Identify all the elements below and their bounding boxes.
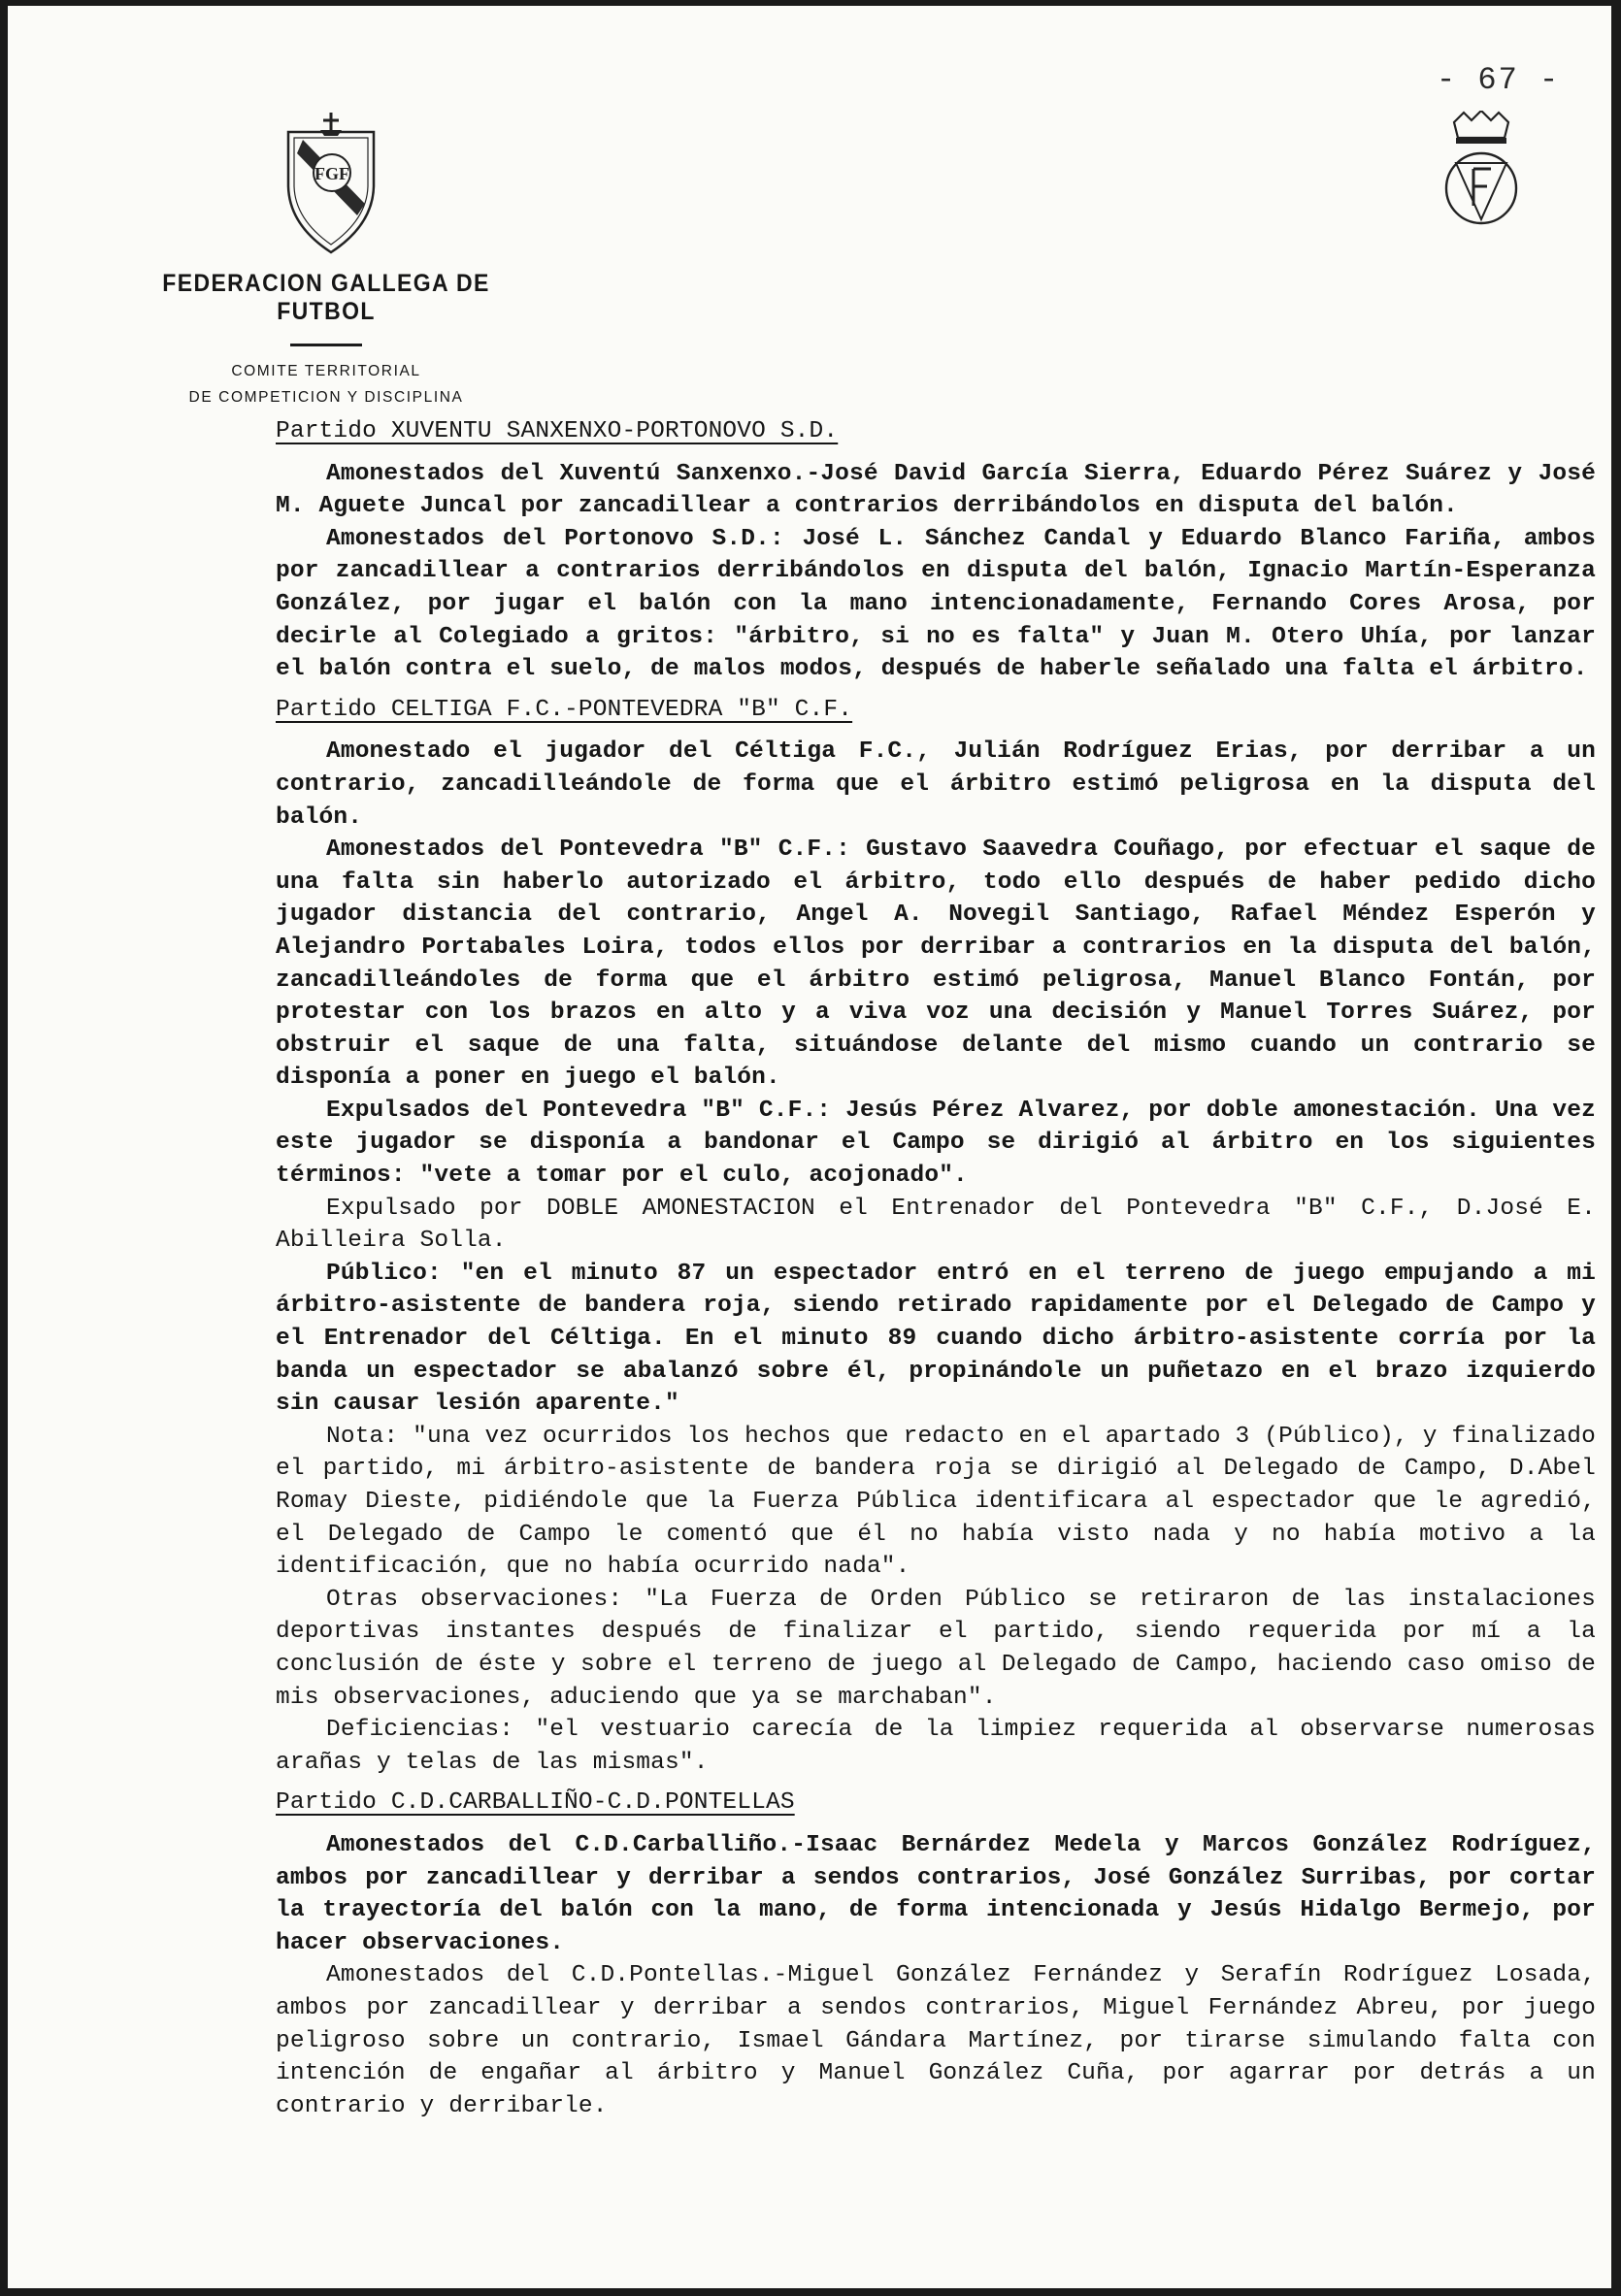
match-heading: Partido C.D.CARBALLIÑO-C.D.PONTELLAS	[276, 1789, 795, 1817]
sanction-paragraph: Amonestados del Xuventú Sanxenxo.-José David García Sierra, Eduardo Pérez Suárez y José M. Aguete Juncal por zancadillear a contrarios derribándolos en disputa del balón.	[276, 460, 1596, 520]
federacion-espanola-crown-crest-icon	[1440, 111, 1522, 231]
committee-line-2: DE COMPETICION Y DISCIPLINA	[188, 389, 464, 406]
match-heading: Partido XUVENTU SANXENXO-PORTONOVO S.D.	[276, 418, 839, 444]
letterhead	[113, 270, 540, 410]
sanction-paragraph: Amonestados del C.D.Carballiño.-Isaac Bernárdez Medela y Marcos González Rodríguez, ambos por zancadillear y derribar a sendos contrarios, José González Surribas, por cortar la trayectoría del balón con la mano, de forma intencionada y Jesús Hidalgo Bermejo, por hacer observaciones.	[276, 1831, 1596, 1956]
committee-line-1: COMITE TERRITORIAL	[231, 363, 421, 379]
federacion-gallega-shield-icon	[283, 111, 379, 254]
sanction-paragraph: Amonestados del C.D.Pontellas.-Miguel González Fernández y Serafín Rodríguez Losada, ambos por zancadillear y derribar a sendos contrarios, Miguel Fernández Abreu, por juego peligroso sobre un contrario, Ismael Gándara Martínez, por tirarse simulando falta con intención de engañar al árbitro y Manuel González Cuña, por agarrar por detrás a un contrario y derribarle.	[276, 1962, 1596, 2119]
page-number: - 67 -	[1437, 62, 1561, 98]
document-page	[8, 6, 1611, 2288]
referee-report-public: Público: "en el minuto 87 un espectador entró en el terreno de juego empujando a mi árbitro-asistente de bandera roja, siendo retirado rapidamente por el Delegado de Campo y el Entrenador del Céltiga. En el minuto 89 cuando dicho árbitro-asistente corría por la banda un espectador se abalanzó sobre él, propinándole un puñetazo en el brazo izquierdo sin causar lesión aparente."	[276, 1260, 1596, 1418]
letterhead-divider	[290, 344, 362, 346]
sanction-paragraph: Amonestados del Portonovo S.D.: José L. Sánchez Candal y Eduardo Blanco Fariña, ambos por zancadillear a contrarios derribándolos en disputa del balón, Ignacio Martín-Esperanza González, por jugar el balón con la mano intencionadamente, Fernando Cores Arosa, por decirle al Colegiado a gritos: "árbitro, si no es falta" y Juan M. Otero Uhía, por lanzar el balón contra el suelo, de malos modos, después de haberle señalado una falta el árbitro.	[276, 525, 1596, 683]
document-body	[276, 408, 1596, 2122]
svg-text:FGF: FGF	[314, 164, 349, 183]
sanction-paragraph: Expulsados del Pontevedra "B" C.F.: Jesús Pérez Alvarez, por doble amonestación. Una vez este jugador se disponía a bandonar el Campo se dirigió al árbitro en los siguientes términos: "vete a tomar por el culo, acojonado".	[276, 1097, 1596, 1190]
referee-report-observations: Otras observaciones: "La Fuerza de Orden Público se retiraron de las instalaciones deportivas instantes después de finalizar el partido, siendo requerida por mí a la conclusión de éste y sobre el terreno de juego al Delegado de Campo, haciendo caso omiso de mis observaciones, aduciendo que ya se marchaban".	[276, 1586, 1596, 1711]
referee-report-note: Nota: "una vez ocurridos los hechos que redacto en el apartado 3 (Público), y finalizado el partido, mi árbitro-asistente de bandera roja se dirigió al Delegado de Campo, D.Abel Romay Dieste, pidiéndole que la Fuerza Pública identificara al espectador que le agredió, el Delegado de Campo le comentó que él no había visto nada y no había motivo a la identificación, que no había ocurrido nada".	[276, 1423, 1596, 1581]
sanction-paragraph: Amonestados del Pontevedra "B" C.F.: Gustavo Saavedra Couñago, por efectuar el saque de una falta sin haberlo autorizado el árbitro, todo ello después de haber pedido dicho jugador distancia del contrario, Angel A. Novegil Santiago, Rafael Méndez Esperón y Alejandro Portabales Loira, todos ellos por derribar a contrarios en la disputa del balón, zancadilleándoles de forma que el árbitro estimó peligrosa, Manuel Blanco Fontán, por protestar con los brazos en alto y a viva voz una decisión y Manuel Torres Suárez, por obstruir el saque de una falta, situándose delante del mismo cuando un contrario se disponía a poner en juego el balón.	[276, 836, 1596, 1092]
referee-report-deficiencies: Deficiencias: "el vestuario carecía de la limpiez requerida al observarse numerosas arañas y telas de las mismas".	[276, 1717, 1596, 1776]
sanction-paragraph: Amonestado el jugador del Céltiga F.C., Julián Rodríguez Erias, por derribar a un contrario, zancadilleándole de forma que el árbitro estimó peligrosa en la disputa del balón.	[276, 738, 1596, 831]
match-heading: Partido CELTIGA F.C.-PONTEVEDRA "B" C.F.	[276, 696, 853, 723]
organization-name: FEDERACION GALLEGA DE FUTBOL	[162, 270, 490, 325]
sanction-paragraph: Expulsado por DOBLE AMONESTACION el Entrenador del Pontevedra "B" C.F., D.José E. Abilleira Solla.	[276, 1195, 1596, 1255]
